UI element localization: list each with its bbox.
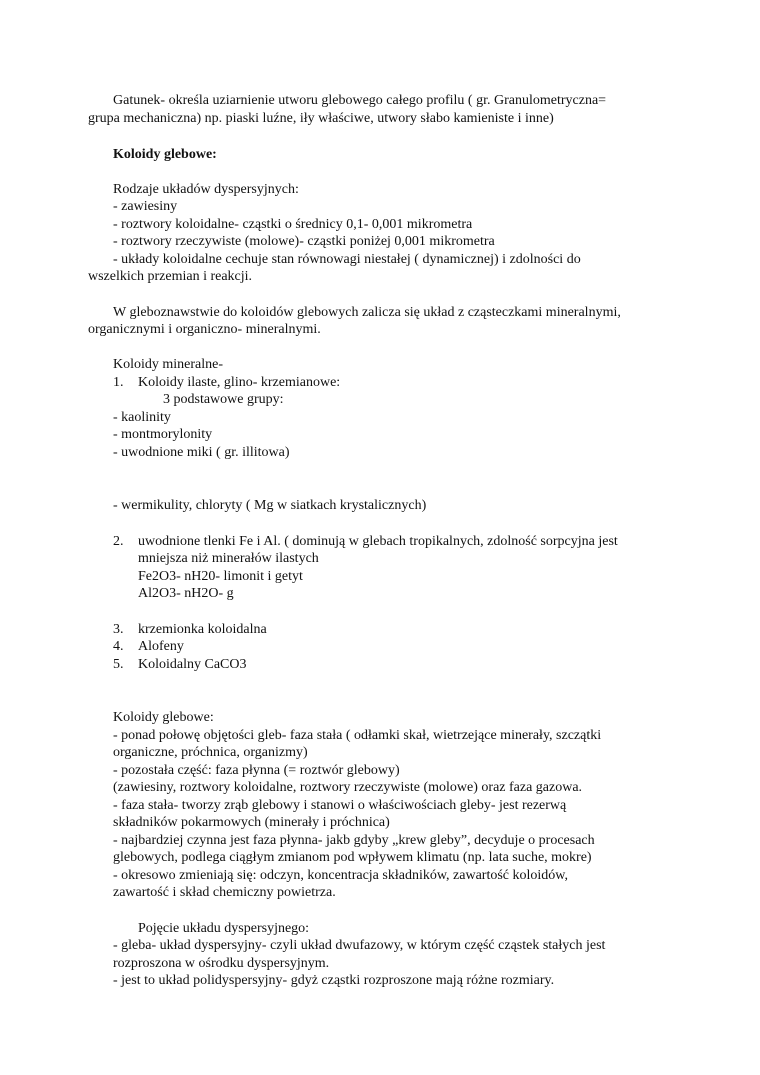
- text-line: 1.: [113, 375, 124, 390]
- text-line: - uwodnione miki ( gr. illitowa): [113, 445, 290, 460]
- text-line: - montmorylonity: [113, 427, 213, 442]
- text-line: Rodzaje układów dyspersyjnych:: [113, 182, 299, 197]
- text-line: zawartość i skład chemiczny powietrza.: [113, 885, 336, 900]
- text-line: - wermikulity, chloryty ( Mg w siatkach krystalicznych): [113, 498, 427, 513]
- text-line: - pozostała część: faza płynna (= roztwór glebowy): [113, 763, 400, 778]
- text-line: organicznymi i organiczno- mineralnymi.: [88, 322, 321, 337]
- text-line: - układy koloidalne cechuje stan równowagi niestałej ( dynamicznej) i zdolności do: [113, 252, 581, 267]
- text-line: - najbardziej czynna jest faza płynna- jakb gdyby „krew gleby”, decyduje o procesach: [113, 833, 595, 848]
- text-line: 4.: [113, 639, 124, 654]
- text-line: grupa mechaniczna) np. piaski luźne, iły właściwe, utwory słabo kamieniste i inne): [88, 111, 554, 126]
- text-line: - kaolinity: [113, 410, 171, 425]
- text-line: Koloidy ilaste, glino- krzemianowe:: [138, 375, 341, 390]
- text-line: W gleboznawstwie do koloidów glebowych zalicza się układ z cząsteczkami mineralnymi,: [113, 305, 621, 320]
- text-line: - gleba- układ dyspersyjny- czyli układ dwufazowy, w którym część cząstek stałych jest: [113, 938, 606, 953]
- text-line: organiczne, próchnica, organizmy): [113, 745, 308, 760]
- text-line: (zawiesiny, roztwory koloidalne, roztwory rzeczywiste (molowe) oraz faza gazowa.: [113, 780, 583, 795]
- text-line: - jest to układ polidyspersyjny- gdyż cząstki rozproszone mają różne rozmiary.: [113, 973, 555, 988]
- text-line: Alofeny: [138, 639, 184, 654]
- text-line: 2.: [113, 534, 124, 549]
- text-line: składników pokarmowych (minerały i próchnica): [113, 815, 390, 830]
- text-line: rozproszona w ośrodku dyspersyjnym.: [113, 956, 330, 971]
- text-line: - zawiesiny: [113, 199, 178, 214]
- text-line: Fe2O3- nH20- limonit i getyt: [138, 569, 303, 584]
- text-line: - roztwory rzeczywiste (molowe)- cząstki poniżej 0,001 mikrometra: [113, 234, 495, 249]
- text-line: wszelkich przemian i reakcji.: [88, 269, 253, 284]
- text-line: Koloidy mineralne-: [113, 357, 224, 372]
- text-line: 3.: [113, 622, 124, 637]
- text-line: - okresowo zmieniają się: odczyn, koncentracja składników, zawartość koloidów,: [113, 868, 568, 883]
- text-line: - ponad połowę objętości gleb- faza stała ( odłamki skał, wietrzejące minerały, szczątki: [113, 728, 602, 743]
- text-line: Gatunek- określa uziarnienie utworu glebowego całego profilu ( gr. Granulometryczna=: [113, 93, 607, 108]
- text-line: - faza stała- tworzy zrąb glebowy i stanowi o właściwościach gleby- jest rezerwą: [113, 798, 567, 813]
- text-line: 5.: [113, 657, 124, 672]
- text-line: uwodnione tlenki Fe i Al. ( dominują w glebach tropikalnych, zdolność sorpcyjna jest: [138, 534, 618, 549]
- text-line: Koloidy glebowe:: [113, 710, 214, 725]
- text-line: mniejsza niż minerałów ilastych: [138, 551, 319, 566]
- text-line: 3 podstawowe grupy:: [163, 392, 284, 407]
- text-line: Pojęcie układu dyspersyjnego:: [138, 921, 310, 936]
- text-line: glebowych, podlega ciągłym zmianom pod wpływem klimatu (np. lata suche, mokre): [113, 850, 592, 865]
- text-line: krzemionka koloidalna: [138, 622, 267, 637]
- text-line: Al2O3- nH2O- g: [138, 586, 234, 601]
- section-heading: Koloidy glebowe:: [113, 147, 217, 162]
- text-line: - roztwory koloidalne- cząstki o średnicy 0,1- 0,001 mikrometra: [113, 217, 473, 232]
- text-line: Koloidalny CaCO3: [138, 657, 247, 672]
